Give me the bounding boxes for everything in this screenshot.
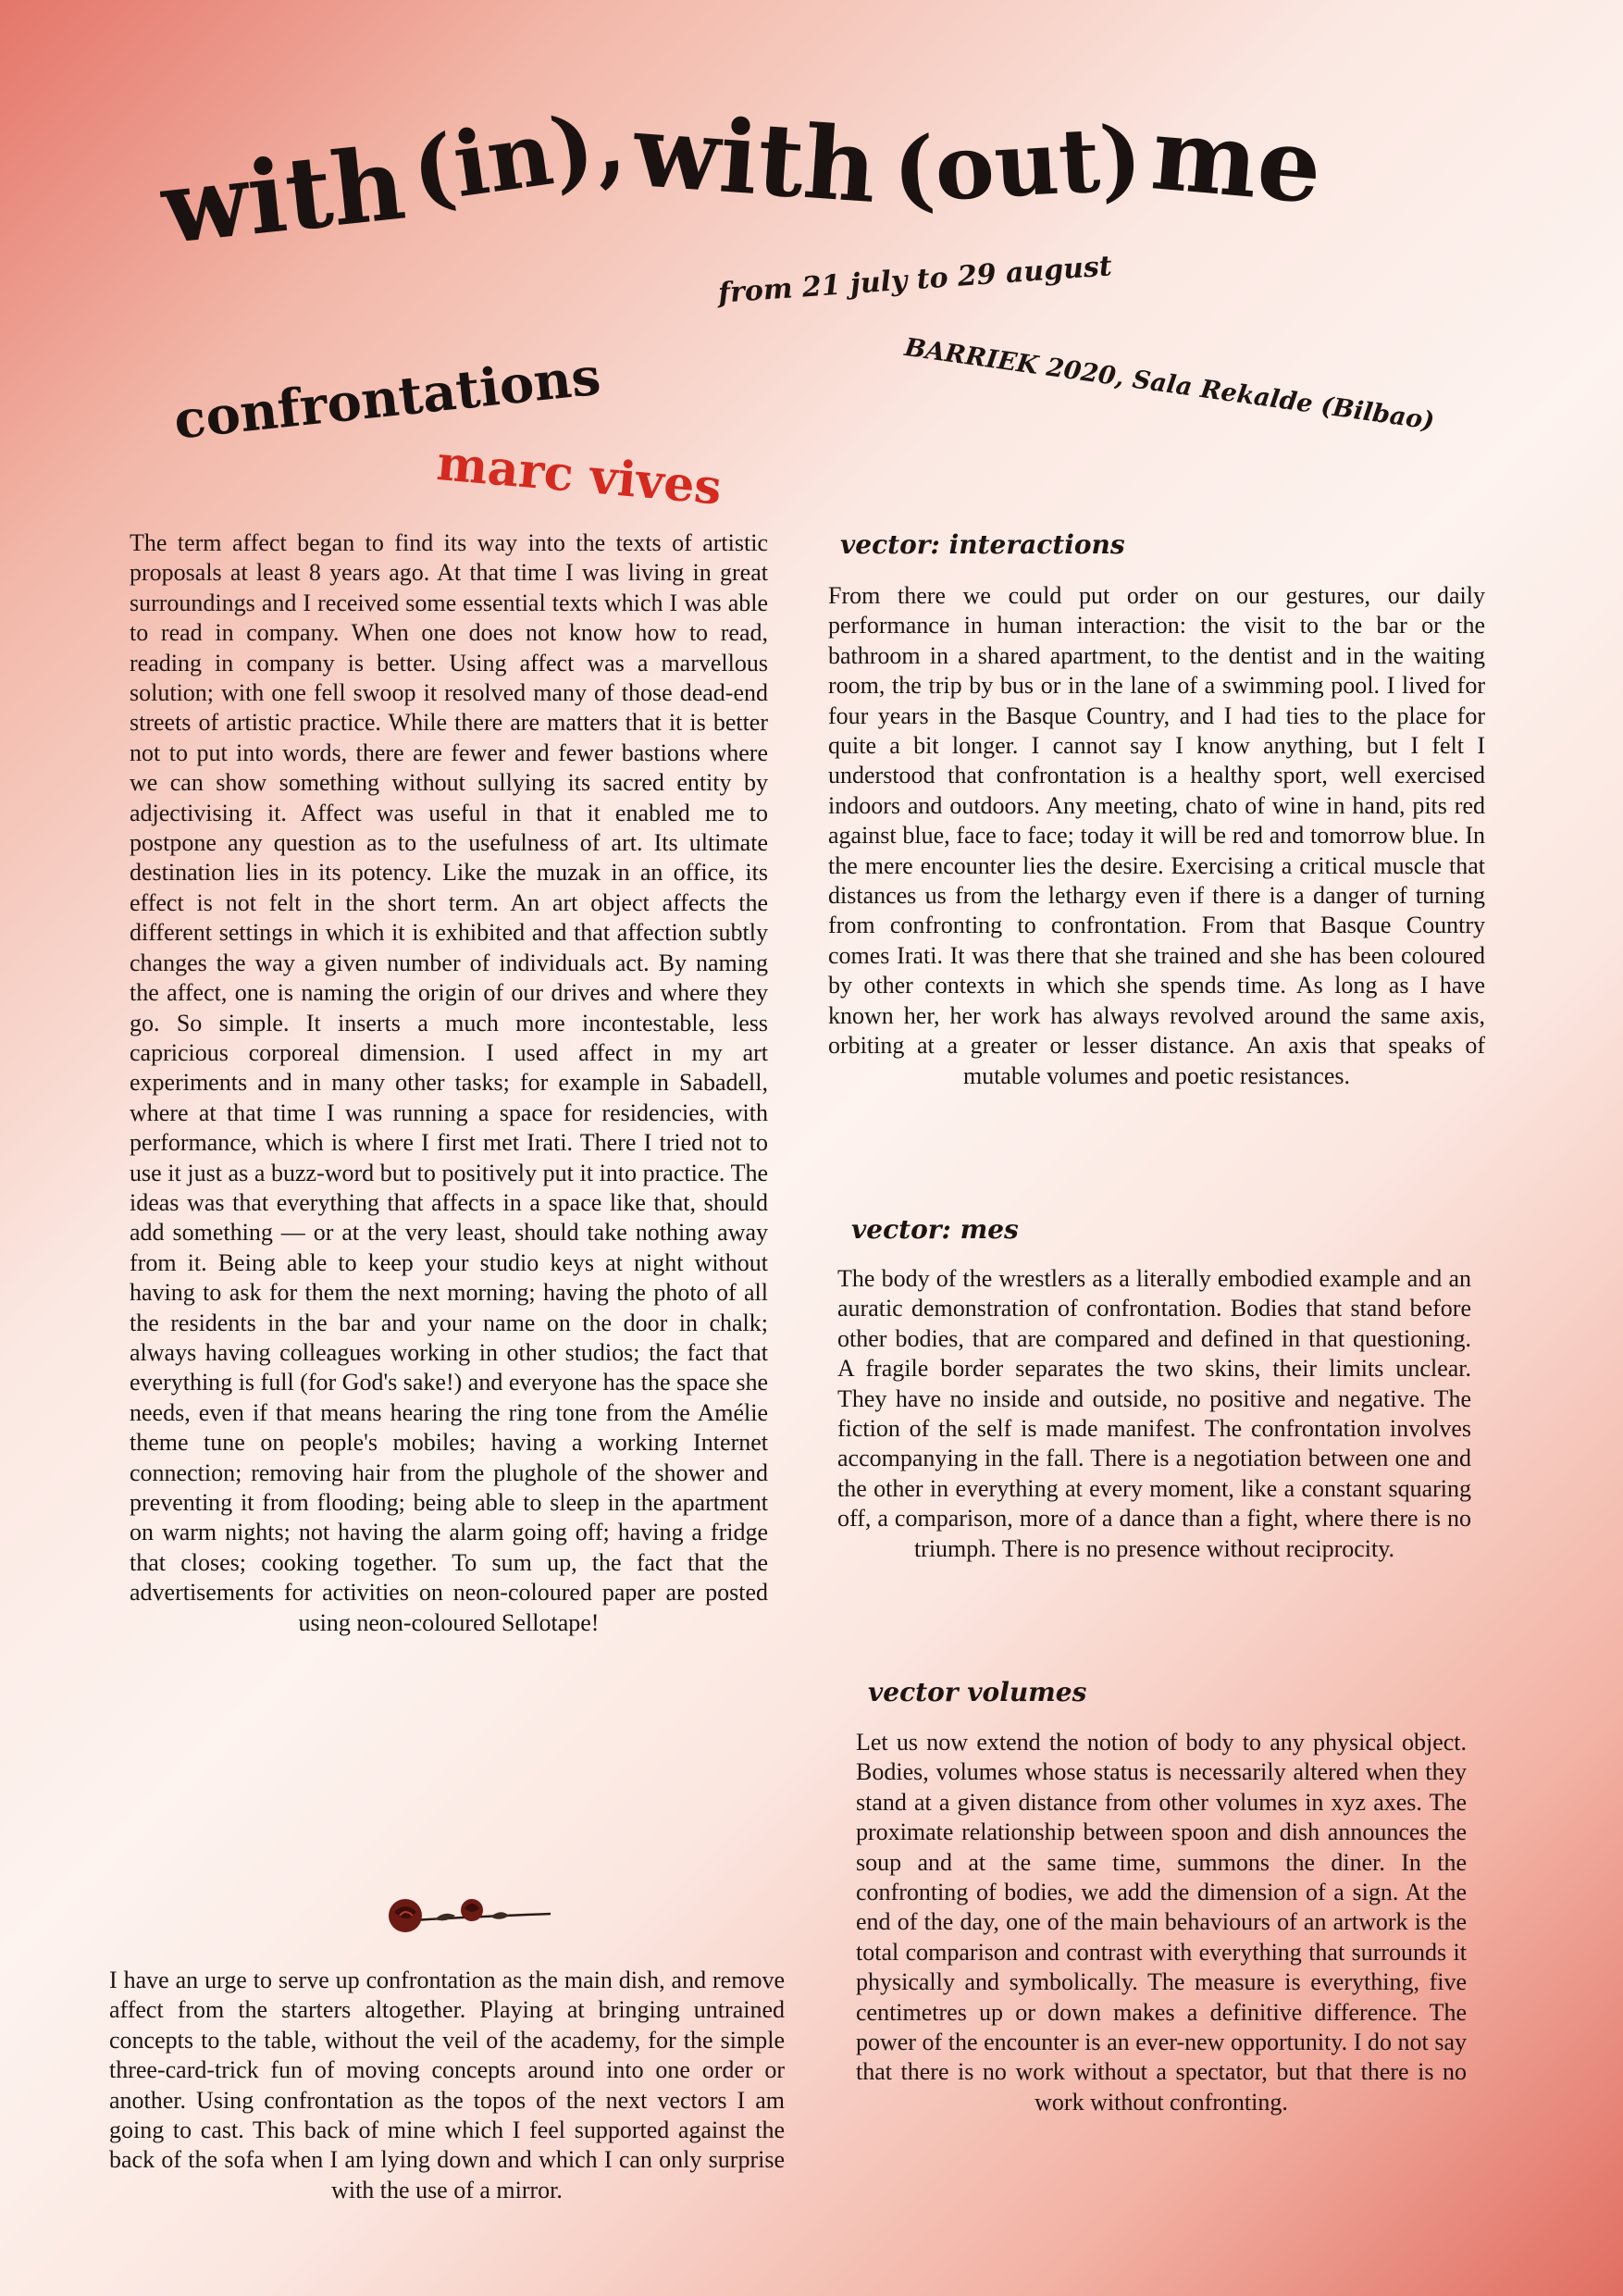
paragraph: The term affect began to find its way into the texts of artistic proposals at least 8 years ago. At that time I was living in great surroundings and I received some essential texts which I was able to read in company. When one does not know how to read, reading in company is better. Using affect was a marvellous solution; with one fell swoop it resolved many of those dead-end streets of artistic practice. While there are matters that it is better not to put into words, there are fewer and fewer bastions where we can show something without sullying its sacred entity by adjectivising it. Affect was useful in that it enabled me to postpone any question as to the usefulness of art. Its ultimate destination lies in its potency. Like the muzak in an office, its effect is not felt in the short term. An art object affects the different settings in which it is exhibited and that affection subtly changes the way a given number of individuals act. By naming the affect, one is naming the origin of our drives and where they go. So simple. It inserts a much more incontestable, less capricious corporeal dimension. I used affect in my art experiments and in many other tasks; for example in Sabadell, where at that time I was running a space for residencies, with performance, which is where I first met Irati. There I tried not to use it just as a buzz-word but to positively put it into practice. The ideas was that everything that affects in a space like that, should add something — or at the very least, should take nothing away from it. Being able to keep your studio keys at night without having to ask for them the next morning; having the photo of all the residents in the bar and your name on the door in chalk; always having colleagues working in other studios; the fact that everything is full (for God's sake!) and everyone has the space she needs, even if that means hearing the ring tone from the Amélie theme tune on people's mobiles; having a working Internet connection; removing hair from the plughole of the shower and preventing it from flooding; being able to sleep in the apartment on warm nights; not having the alarm going off; having a fridge that closes; cooking together. To sum up, the fact that the advertisements for activities on neon-coloured paper are posted using neon-coloured Sellotape! bbox=[130, 529, 768, 1636]
rose-icon bbox=[379, 1888, 555, 1943]
right-column-paragraph-1 bbox=[828, 581, 1485, 1091]
left-column-paragraph-1 bbox=[130, 528, 768, 1638]
poster-title bbox=[153, 90, 1327, 267]
right-column-paragraph-3 bbox=[856, 1728, 1467, 2117]
paragraph: Let us now extend the notion of body to any physical object. Bodies, volumes whose status is necessarily altered when they stand at a given distance from other volumes in xyz axes. The proximate relationship between spoon and dish announces the soup and at the same time, summons the diner. In the confronting of bodies, we add the dimension of a sign. At the end of the day, one of the main behaviours of an artwork is the total comparison and contrast with everything that surrounds it physically and symbolically. The measure is everything, five centimetres up or down makes a definitive difference. The power of the encounter is an ever-new opportunity. I do not say that there is no work without a spectator, but that there is no work without confronting. bbox=[856, 1729, 1467, 2116]
title-word: (out) bbox=[890, 105, 1145, 223]
venue: BARRIEK 2020, Sala Rekalde (Bilbao) bbox=[902, 333, 1437, 437]
title-word: (in), bbox=[405, 90, 632, 224]
paragraph: From there we could put order on our gestures, our daily performance in human interaction: the visit to the bar or the bathroom in a shared apartment, to the dentist and in the waiting room, the trip by bus or in the lane of a swimming pool. I lived for four years in the Basque Country, and I had ties to the place for quite a bit longer. I cannot say I know anything, but I felt I understood that confrontation is a healthy sport, well exercised indoors and outdoors. Any meeting, chato of wine in hand, pits red against blue, face to face; today it will be red and tomorrow blue. In the mere encounter lies the desire. Exercising a critical muscle that distances us from the lethargy even if there is a danger of turning from confronting to confrontation. From that Basque Country comes Irati. It was there that she trained and she has been coloured by other contexts in which she spends time. As long as I have known her, her work has always revolved around the same axis, orbiting at a greater or lesser distance. An axis that speaks of mutable volumes and poetic resistances. bbox=[828, 582, 1485, 1089]
title-word: with bbox=[629, 93, 881, 226]
section-heading-volumes: vector volumes bbox=[868, 1677, 1087, 1707]
section-heading-interactions: vector: interactions bbox=[840, 529, 1125, 560]
title-word: with bbox=[156, 125, 411, 267]
author-name: marc vives bbox=[434, 435, 725, 516]
paragraph: I have an urge to serve up confrontation as the main dish, and remove affect from the starters altogether. Playing at bringing untrained concepts to the table, without the veil of the academy, for the simple three-card-trick fun of moving concepts around into one order or another. Using confrontation as the topos of the next vectors I am going to cast. This back of mine which I feel supported against the back of the sofa when I am lying down and which I can only surprise with the use of a mirror. bbox=[109, 1967, 785, 2203]
date-range: from 21 july to 29 august bbox=[717, 250, 1113, 310]
right-column-paragraph-2 bbox=[837, 1264, 1471, 1564]
section-heading-mes: vector: mes bbox=[851, 1214, 1019, 1245]
left-column-paragraph-2 bbox=[109, 1966, 785, 2205]
subtitle: confrontations bbox=[171, 345, 604, 452]
title-word: me bbox=[1146, 95, 1327, 227]
paragraph: The body of the wrestlers as a literally embodied example and an auratic demonstration of confrontation. Bodies that stand before other bodies, that are compared and defined in that questioning. A fragile border separates the two skins, their limits unclear. They have no inside and outside, no positive and negative. The fiction of the self is made manifest. The confrontation involves accompanying in the fall. There is a negotiation between one and the other in everything at every moment, like a constant squaring off, a comparison, more of a dance than a fight, where there is no triumph. There is no presence without reciprocity. bbox=[837, 1265, 1471, 1562]
